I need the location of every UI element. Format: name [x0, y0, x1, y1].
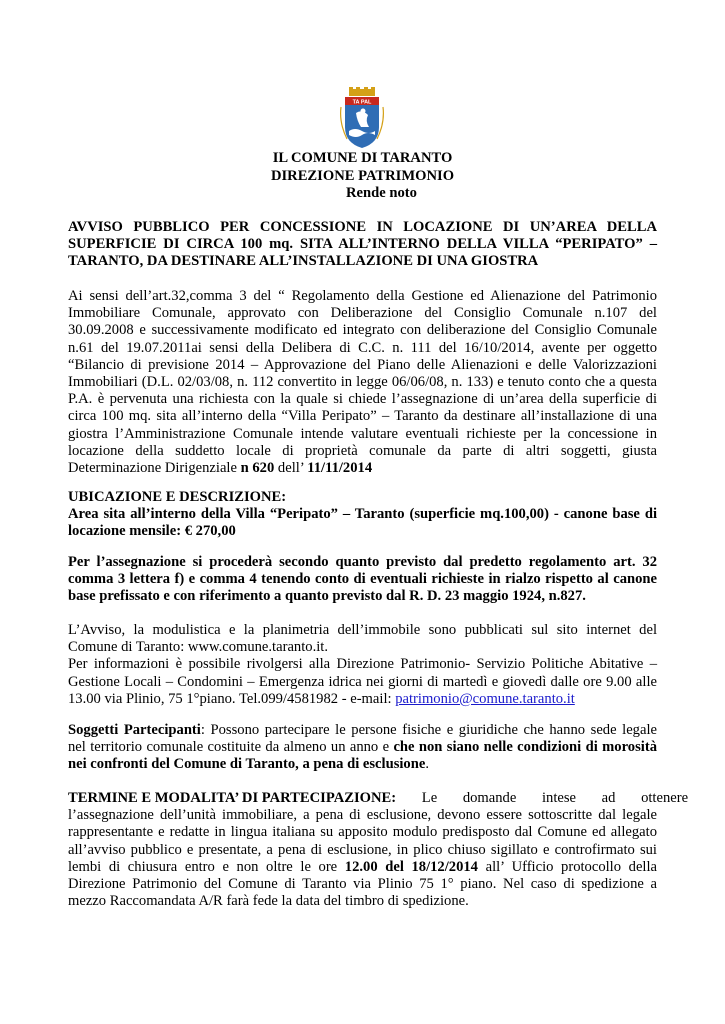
- termine-text: Le domande intese ad ottenere: [396, 790, 689, 806]
- email-link[interactable]: patrimonio@comune.taranto.it: [395, 690, 575, 707]
- title-line: AVVISO PUBBLICO PER CONCESSIONE IN LOCAZIONE DI UN’AREA DELLA: [68, 219, 657, 235]
- termine-line: [68, 859, 657, 876]
- header-rende-noto: Rende noto: [346, 185, 417, 201]
- intro-line: circa 100 mq. sita all’interno della “Villa Peripato” – Taranto da destinare all’installazione di una: [68, 408, 657, 425]
- header-direzione: DIREZIONE PATRIMONIO: [270, 167, 455, 184]
- termine-line: mezzo Raccomandata A/R farà fede la data del timbro di spedizione.: [68, 893, 469, 910]
- ubicazione-section: [68, 489, 657, 541]
- assegnazione-line: base prefissato e con riferimento a quanto previsto dal R. D. 23 maggio 1924, n.827.: [68, 588, 586, 605]
- assegnazione-paragraph: [68, 554, 657, 606]
- termine-line: rappresentante e redatte in lingua italiana su apposito modulo predisposto dal Comune ed allegato: [68, 824, 657, 841]
- soggetti-label: Soggetti Partecipanti: [68, 722, 201, 738]
- avviso-line: Gestione Locali – Condomini – Emergenza idrica nei giorni di martedì e giovedì dalle ore 9.00 alle: [68, 673, 657, 690]
- soggetti-paragraph: [68, 722, 657, 774]
- assegnazione-line: comma 3 lettera f) e comma 4 tenendo conto di eventuali richieste in rialzo rispetto al canone: [68, 571, 657, 588]
- header-comune: IL COMUNE DI TARANTO: [272, 150, 453, 166]
- termine-paragraph: [68, 790, 689, 910]
- avviso-info-paragraph: [68, 622, 657, 708]
- intro-line: Immobiliari (D.L. 02/03/08, n. 112 convertito in legge 06/06/08, n. 133) e tenuto conto che a questa: [68, 374, 657, 391]
- intro-line: Immobiliare Comunale, approvato con Deliberazione del Consiglio Comunale n.107 del: [68, 305, 657, 322]
- intro-line: P.A. è pervenuta una richiesta con la quale si chiede l’assegnazione di un’area della superficie di: [68, 391, 657, 408]
- intro-paragraph: [68, 288, 657, 477]
- soggetti-bold-text: che non siano nelle condizioni di morosità: [393, 739, 657, 756]
- soggetti-bold-text: nei confronti del Comune di Taranto, a pena di esclusione: [68, 756, 426, 773]
- taranto-coat-of-arms-icon: [339, 87, 385, 149]
- termine-heading: TERMINE E MODALITA’ DI PARTECIPAZIONE:: [68, 790, 397, 806]
- title-line: TARANTO, DA DESTINARE ALL’INSTALLAZIONE DI UNA GIOSTRA: [68, 253, 539, 270]
- soggetti-line: [68, 722, 657, 739]
- avviso-line: Per informazioni è possibile rivolgersi alla Direzione Patrimonio- Servizio Politiche Abitative –: [68, 656, 657, 673]
- ubicazione-line: locazione mensile: € 270,00: [68, 523, 236, 540]
- intro-line: 30.09.2008 e successivamente modificato ed integrato con deliberazione del Consiglio Comunale: [68, 322, 657, 339]
- soggetti-text: .: [425, 756, 429, 773]
- termine-text: all’ Ufficio protocollo della: [477, 858, 658, 875]
- soggetti-line: [68, 739, 657, 756]
- intro-last-line: [68, 460, 657, 477]
- termine-text: lembi di chiusura entro e non oltre le ore: [68, 858, 345, 875]
- intro-line: locazione della suddetto locale di proprietà comunale da parte di altri soggetti, giusta: [68, 442, 657, 459]
- crest-motto: TA PAL: [352, 99, 372, 106]
- termine-line: Direzione Patrimonio del Comune di Taranto via Plinio 75 1° piano. Nel caso di spedizione a: [68, 876, 657, 893]
- assegnazione-line: Per l’assegnazione si procederà secondo quanto previsto dal predetto regolamento art. 32: [68, 554, 657, 570]
- termine-date: del 18/12/2014: [377, 858, 478, 875]
- ubicazione-line: Area sita all’interno della Villa “Peripato” – Taranto (superficie mq.100,00) - canone base di: [68, 506, 657, 523]
- soggetti-text: nel territorio comunale costituite da almeno un anno e: [68, 739, 394, 756]
- ubicazione-heading: UBICAZIONE E DESCRIZIONE:: [68, 489, 287, 505]
- determinazione-dell: dell’: [274, 460, 308, 477]
- soggetti-text: : Possono partecipare le persone fisiche e giuridiche che hanno sede legale: [200, 722, 657, 738]
- document-header: [0, 150, 725, 203]
- avviso-line: Comune di Taranto: www.comune.taranto.it.: [68, 639, 328, 656]
- avviso-contact-line: [68, 691, 657, 708]
- determinazione-number: n 620: [240, 460, 275, 477]
- intro-line: Ai sensi dell’art.32,comma 3 del “ Regolamento della Gestione ed Alienazione del Patrimonio: [68, 288, 657, 304]
- determinazione-text: Determinazione Dirigenziale: [68, 460, 241, 477]
- avviso-line: L’Avviso, la modulistica e la planimetria dell’immobile sono pubblicati sul sito internet del: [68, 622, 657, 638]
- intro-line: giostra l’Amministrazione Comunale intende valutare eventuali richieste per la concessione in: [68, 425, 657, 442]
- determinazione-date: 11/11/2014: [307, 460, 373, 477]
- notice-title: [68, 219, 657, 271]
- termine-line: [68, 790, 689, 807]
- contact-text: 13.00 via Plinio, 75 1°piano. Tel.099/4581982 - e-mail:: [68, 690, 396, 707]
- termine-line: all’avviso pubblico e presentate, a pena di esclusione, in plico chiuso sigillato e controfirmato sui: [68, 841, 657, 858]
- soggetti-line: [68, 756, 657, 773]
- title-line: SUPERFICIE DI CIRCA 100 mq. SITA ALL’INTERNO DELLA VILLA “PERIPATO” –: [68, 236, 657, 253]
- intro-line: “Bilancio di previsione 2014 – Approvazione del Piano delle Alienazioni e delle Valorizzazioni: [68, 356, 657, 373]
- termine-line: l’assegnazione dell’unità immobiliare, a pena di esclusione, devono essere sottoscritte dal legale: [68, 807, 657, 824]
- termine-time: 12.00: [344, 858, 378, 875]
- intro-line: n.61 del 19.07.2011ai sensi della Delibera di C.C. n. 111 del 16/10/2014, avente per oggetto: [68, 339, 657, 356]
